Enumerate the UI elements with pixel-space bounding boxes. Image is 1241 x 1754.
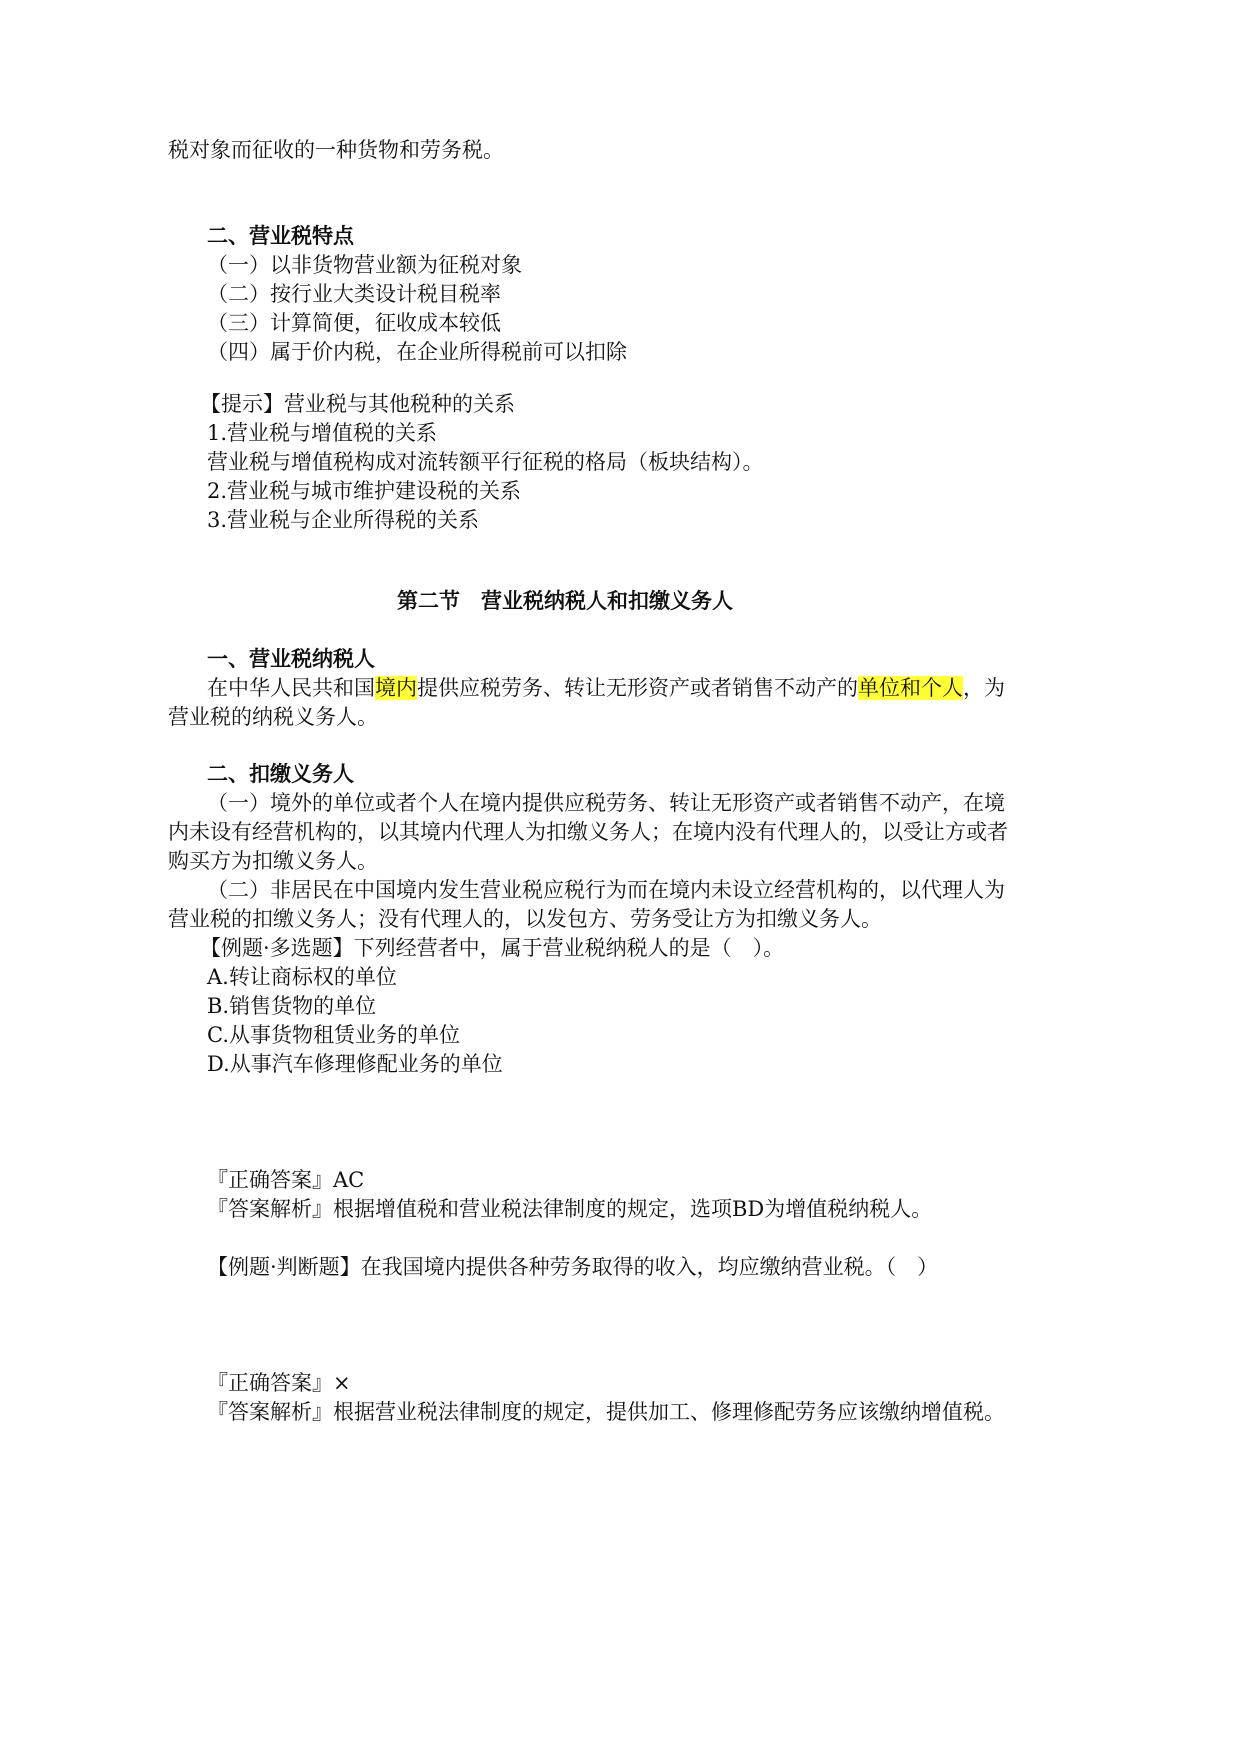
text-segment: ，为 — [963, 676, 1005, 700]
text-line: （一）境外的单位或者个人在境内提供应税劳务、转让无形资产或者销售不动产，在境 — [207, 791, 1005, 815]
section-heading: 二、扣缴义务人 — [207, 761, 354, 786]
highlight-mark: 境内 — [375, 676, 417, 700]
example-question: 【例题·判断题】在我国境内提供各种劳务取得的收入，均应缴纳营业税。（ ） — [207, 1255, 939, 1279]
answer-explanation: 『答案解析』根据增值税和营业税法律制度的规定，选项BD为增值税纳税人。 — [207, 1197, 933, 1221]
example-question: 【例题·多选题】下列经营者中，属于营业税纳税人的是（ ）。 — [200, 936, 785, 960]
option-a: A.转让商标权的单位 — [207, 965, 397, 989]
text-line: 3.营业税与企业所得税的关系 — [207, 508, 480, 532]
text-segment: 提供应税劳务、转让无形资产或者销售不动产的 — [417, 676, 858, 700]
correct-answer: 『正确答案』× — [207, 1371, 351, 1395]
tip-heading: 【提示】营业税与其他税种的关系 — [200, 392, 515, 416]
text-line: 营业税的扣缴义务人；没有代理人的，以发包方、劳务受让方为扣缴义务人。 — [168, 907, 882, 931]
text-line: 内未设有经营机构的，以其境内代理人为扣缴义务人；在境内没有代理人的，以受让方或者 — [168, 820, 1008, 844]
highlight-mark: 单位和个人 — [858, 676, 963, 700]
text-line: 营业税与增值税构成对流转额平行征税的格局（板块结构）。 — [207, 450, 764, 474]
list-item: （三）计算简便，征收成本较低 — [207, 311, 501, 335]
option-d: D.从事汽车修理修配业务的单位 — [207, 1052, 503, 1076]
highlighted-paragraph-line — [207, 673, 1005, 703]
text-line: 税对象而征收的一种货物和劳务税。 — [168, 138, 504, 162]
option-c: C.从事货物租赁业务的单位 — [207, 1023, 460, 1047]
text-segment: 在中华人民共和国 — [207, 676, 375, 700]
section-heading: 二、营业税特点 — [207, 223, 354, 248]
section-heading: 一、营业税纳税人 — [207, 646, 375, 671]
list-item: （二）按行业大类设计税目税率 — [207, 282, 501, 306]
chapter-section-title: 第二节 营业税纳税人和扣缴义务人 — [397, 588, 733, 613]
text-line: 1.营业税与增值税的关系 — [207, 421, 438, 445]
text-line: （二）非居民在中国境内发生营业税应税行为而在境内未设立经营机构的，以代理人为 — [207, 878, 1005, 902]
text-line: 2.营业税与城市维护建设税的关系 — [207, 479, 522, 503]
answer-explanation: 『答案解析』根据营业税法律制度的规定，提供加工、修理修配劳务应该缴纳增值税。 — [207, 1400, 1005, 1424]
list-item: （一）以非货物营业额为征税对象 — [207, 253, 522, 277]
text-line: 购买方为扣缴义务人。 — [168, 849, 378, 873]
list-item: （四）属于价内税，在企业所得税前可以扣除 — [207, 340, 627, 364]
text-line: 营业税的纳税义务人。 — [168, 705, 378, 729]
option-b: B.销售货物的单位 — [207, 994, 377, 1018]
correct-answer: 『正确答案』AC — [207, 1168, 365, 1192]
